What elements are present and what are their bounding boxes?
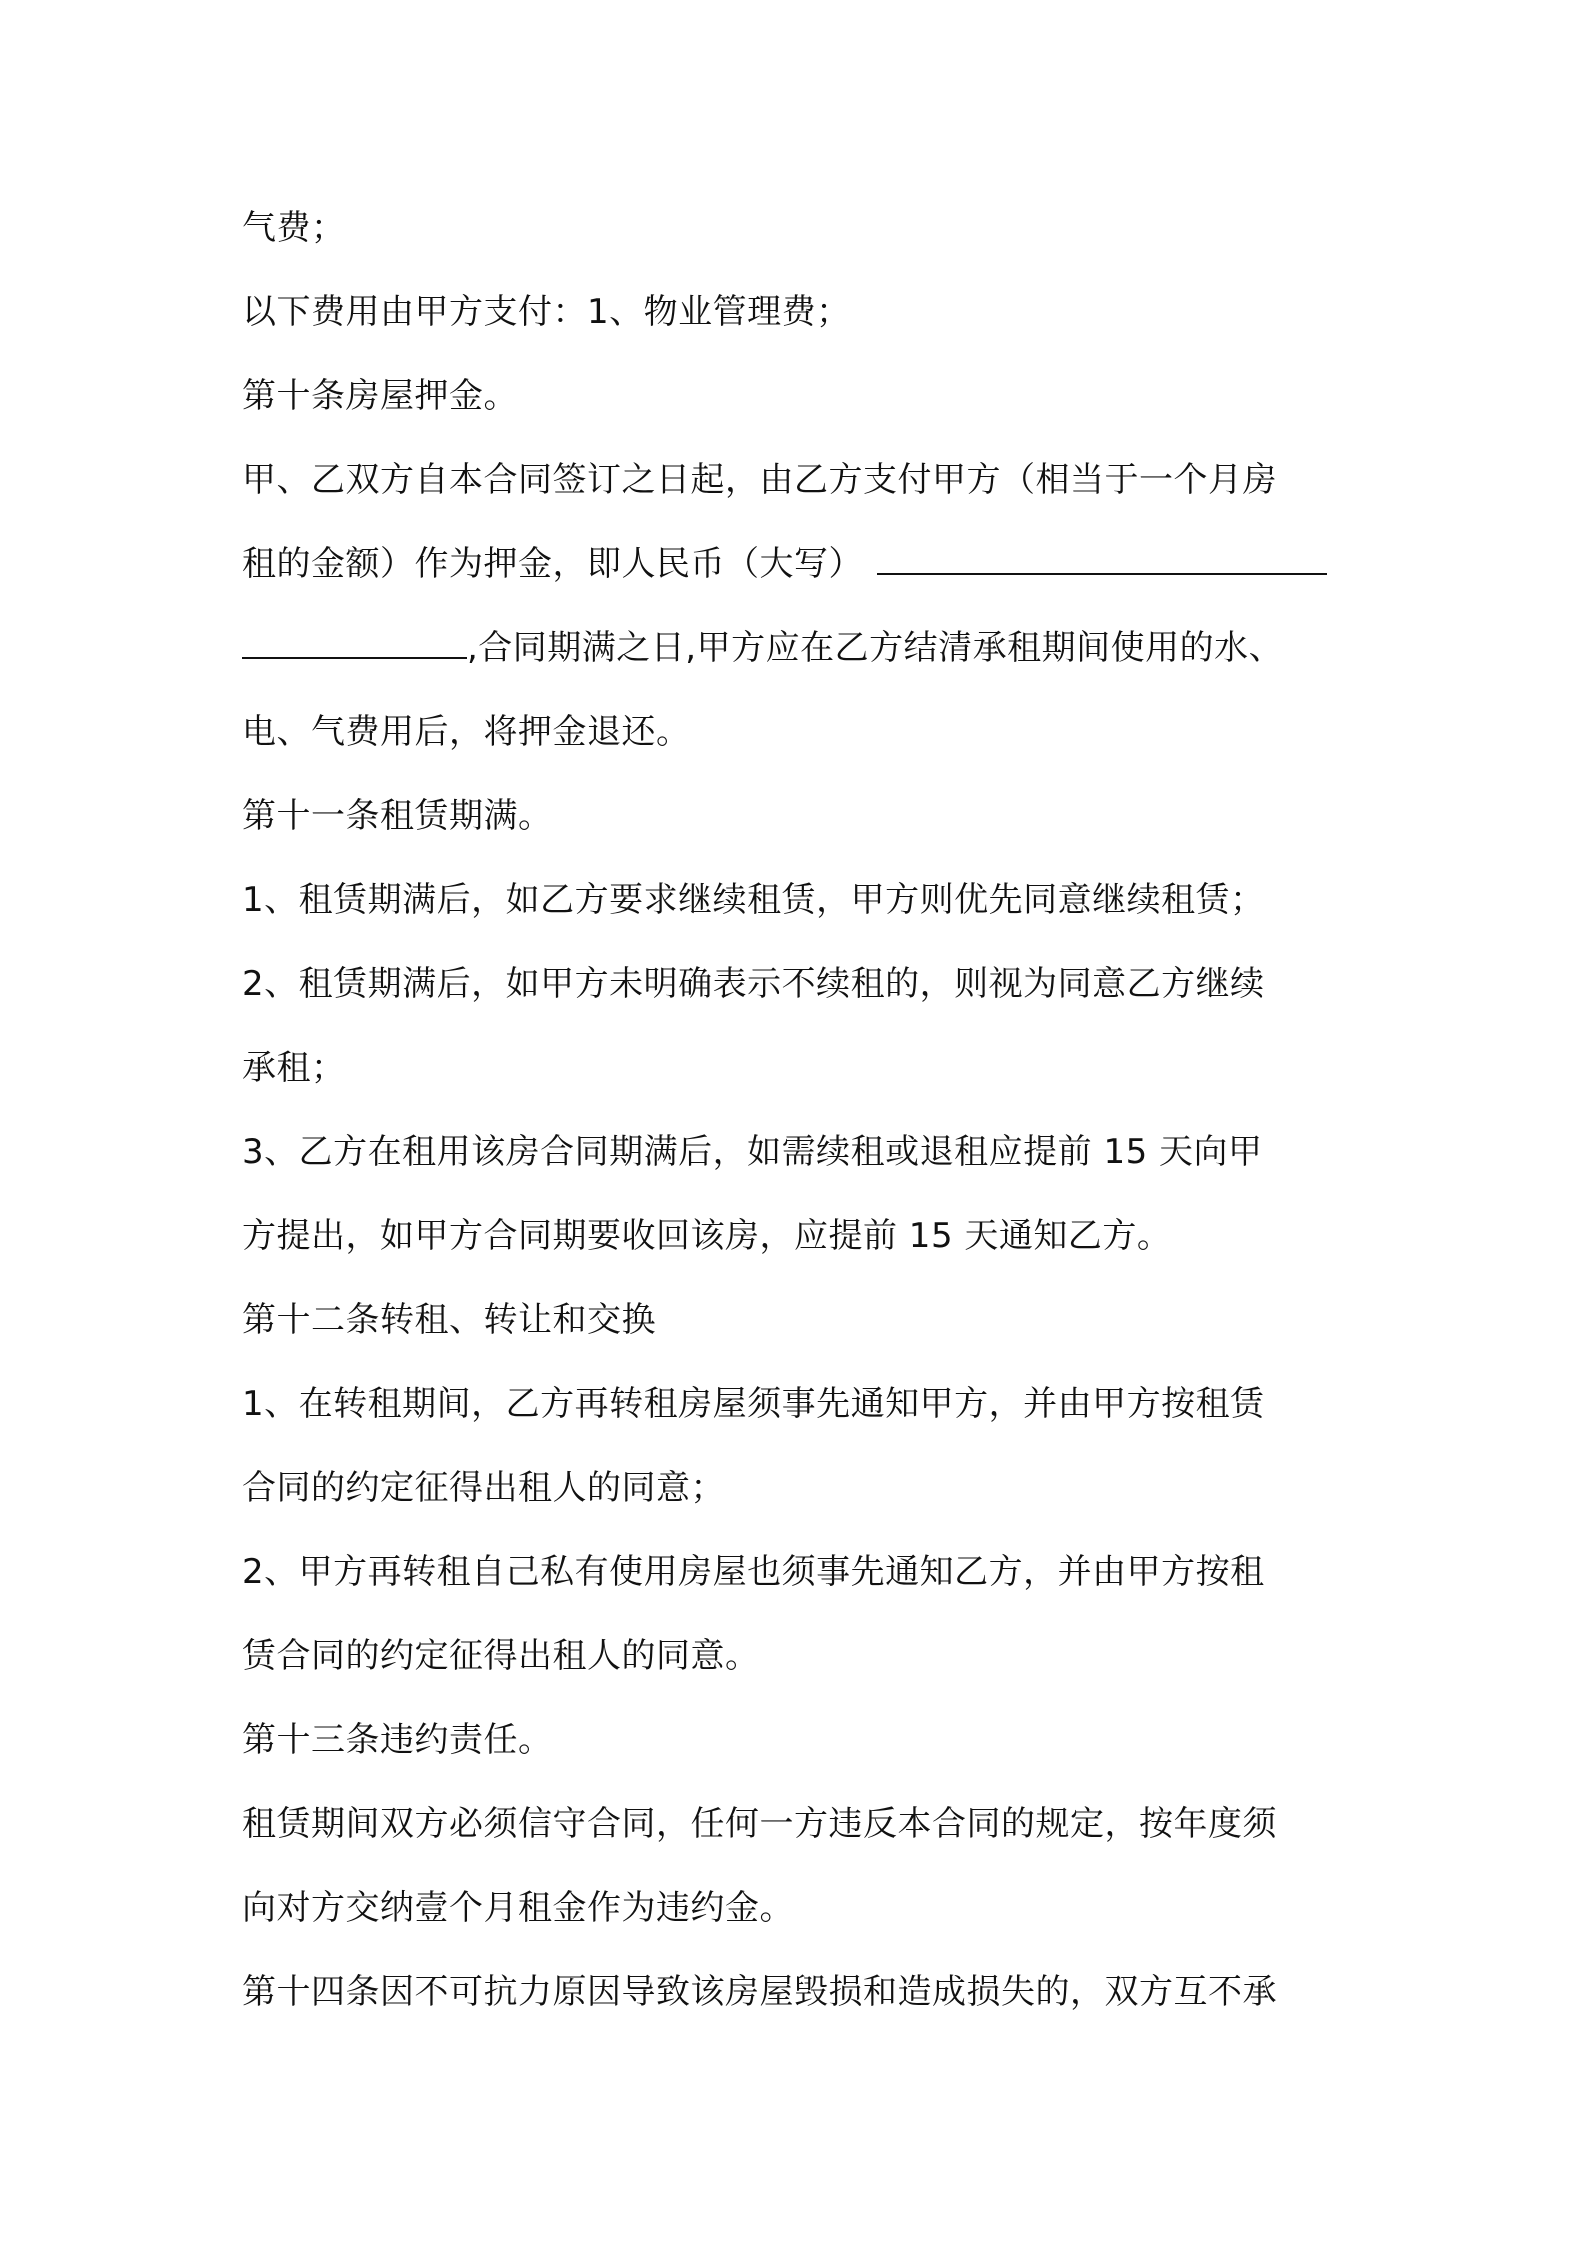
line-text: 第十四条因不可抗力原因导致该房屋毁损和造成损失的，双方互不承	[242, 1972, 1277, 2012]
text-line	[242, 786, 553, 846]
text-line	[242, 1206, 1171, 1266]
text-line	[242, 1122, 1263, 1182]
text-line	[242, 1458, 725, 1518]
text-line	[242, 450, 1277, 510]
line-text: 2、甲方再转租自己私有使用房屋也须事先通知乙方，并由甲方按租	[242, 1552, 1265, 1592]
text-line	[242, 1878, 794, 1938]
line-text: 甲、乙双方自本合同签订之日起，由乙方支付甲方（相当于一个月房	[242, 460, 1277, 500]
text-line	[242, 1038, 346, 1098]
text-line	[242, 1374, 1265, 1434]
text-line	[242, 1290, 656, 1350]
text-line	[242, 1962, 1277, 2022]
line-text: 1、租赁期满后，如乙方要求继续租赁，甲方则优先同意继续租赁；	[242, 880, 1265, 920]
line-text: 合同的约定征得出租人的同意；	[242, 1468, 725, 1508]
line-text: 第十二条转租、转让和交换	[242, 1300, 656, 1340]
line-text: 租的金额）作为押金，即人民币（大写）	[242, 544, 863, 584]
text-line	[242, 282, 851, 342]
text-line	[242, 618, 1283, 678]
text-line	[242, 198, 346, 258]
line-text: 气费；	[242, 208, 346, 248]
text-line	[242, 1794, 1277, 1854]
line-text: 方提出，如甲方合同期要收回该房，应提前 15 天通知乙方。	[242, 1216, 1172, 1256]
text-line	[242, 1626, 760, 1686]
text-line	[242, 870, 1265, 930]
line-text: 承租；	[242, 1048, 346, 1088]
text-line	[242, 534, 1327, 594]
line-text: 第十一条租赁期满。	[242, 796, 553, 836]
fill-in-blank	[242, 623, 467, 659]
line-text: 电、气费用后，将押金退还。	[242, 712, 691, 752]
text-line	[242, 366, 518, 426]
line-text: 租赁期间双方必须信守合同，任何一方违反本合同的规定，按年度须	[242, 1804, 1277, 1844]
line-text: 第十三条违约责任。	[242, 1720, 553, 1760]
line-text: 向对方交纳壹个月租金作为违约金。	[242, 1888, 794, 1928]
line-text: 以下费用由甲方支付：1、物业管理费；	[242, 292, 851, 332]
line-text: 赁合同的约定征得出租人的同意。	[242, 1636, 760, 1676]
line-text: 3、乙方在租用该房合同期满后，如需续租或退租应提前 15 天向甲	[242, 1132, 1263, 1172]
text-line	[242, 1710, 553, 1770]
line-text: 2、租赁期满后，如甲方未明确表示不续租的，则视为同意乙方继续	[242, 964, 1265, 1004]
line-text: ,合同期满之日,甲方应在乙方结清承租期间使用的水、	[467, 628, 1284, 668]
line-text: 第十条房屋押金。	[242, 376, 518, 416]
text-line	[242, 1542, 1265, 1602]
text-line	[242, 702, 691, 762]
line-text: 1、在转租期间，乙方再转租房屋须事先通知甲方，并由甲方按租赁	[242, 1384, 1265, 1424]
fill-in-blank	[877, 539, 1327, 575]
text-line	[242, 954, 1265, 1014]
